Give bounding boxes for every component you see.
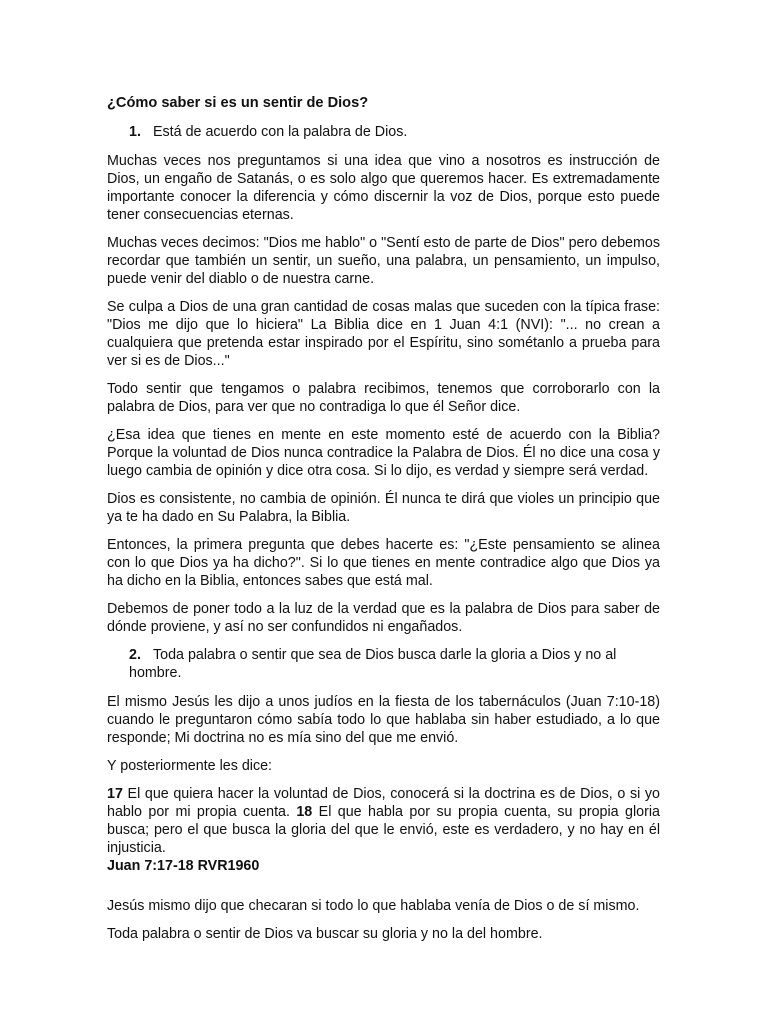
paragraph: Se culpa a Dios de una gran cantidad de cosas malas que suceden con la típica frase: "Dios me dijo que lo hiciera" La Biblia dice en 1 Juan 4:1 (NVI): "... no crean a cualquiera que pretenda estar inspirado por el Espíritu, sino sométanlo a prueba para ver si es de Dios..." — [107, 299, 660, 369]
paragraph: El mismo Jesús les dijo a unos judíos en la fiesta de los tabernáculos (Juan 7:10-18) cuando le preguntaron cómo sabía todo lo que hablaba sin haber estudiado, a lo que responde; Mi doctrina no es mía sino del que me envió. — [107, 694, 660, 746]
paragraph: Toda palabra o sentir de Dios va buscar su gloria y no la del hombre. — [107, 926, 543, 942]
scripture-reference: Juan 7:17-18 RVR1960 — [107, 858, 260, 874]
verse-text: El que habla por su propia cuenta, su propia gloria busca; pero el que busca la gloria del que le envió, este es verdadero, y no hay en él injusticia. — [107, 804, 660, 856]
verse-text: El que quiera hacer la voluntad de Dios, conocerá si la doctrina es de Dios, o si yo hablo por mi propia cuenta. — [107, 786, 660, 820]
numbered-point-1 — [107, 123, 660, 141]
paragraph: Y posteriormente les dice: — [107, 758, 273, 774]
point-text: Toda palabra o sentir que sea de Dios busca darle la gloria a Dios y no al hombre. — [129, 647, 617, 681]
paragraph: Jesús mismo dijo que checaran si todo lo que hablaba venía de Dios o de sí mismo. — [107, 898, 640, 914]
paragraph: ¿Esa idea que tienes en mente en este momento esté de acuerdo con la Biblia? Porque la voluntad de Dios nunca contradice la Palabra de Dios. Él no dice una cosa y luego cambia de opinión y dice otra cosa. Si lo dijo, es verdad y siempre será verdad. — [107, 427, 660, 479]
paragraph: Entonces, la primera pregunta que debes hacerte es: "¿Este pensamiento se alinea con lo que Dios ya ha dicho?". Si lo que tienes en mente contradice algo que Dios ya ha dicho en la Biblia, entonces sabes que está mal. — [107, 537, 660, 589]
point-number: 1. — [129, 124, 141, 140]
numbered-point-2 — [107, 646, 660, 682]
verse-number: 17 — [107, 786, 123, 802]
point-number: 2. — [129, 647, 141, 663]
verse-number: 18 — [296, 804, 313, 820]
paragraph: Muchas veces nos preguntamos si una idea que vino a nosotros es instrucción de Dios, un engaño de Satanás, o es solo algo que queremos hacer. Es extremadamente importante conocer la diferencia y cómo discernir la voz de Dios, porque esto puede tener consecuencias eternas. — [107, 153, 660, 223]
paragraph: Todo sentir que tengamos o palabra recibimos, tenemos que corroborarlo con la palabra de Dios, para ver que no contradiga lo que él Señor dice. — [107, 381, 660, 415]
paragraph: Debemos de poner todo a la luz de la verdad que es la palabra de Dios para saber de dónde proviene, y así no ser confundidos ni engañados. — [107, 601, 660, 635]
scripture-quote — [107, 785, 660, 857]
point-text: Está de acuerdo con la palabra de Dios. — [153, 124, 408, 140]
paragraph: Dios es consistente, no cambia de opinión. Él nunca te dirá que violes un principio que ya te ha dado en Su Palabra, la Biblia. — [107, 491, 660, 525]
document-title: ¿Cómo saber si es un sentir de Dios? — [107, 95, 369, 111]
paragraph: Muchas veces decimos: "Dios me hablo" o "Sentí esto de parte de Dios" pero debemos recordar que también un sentir, un sueño, una palabra, un pensamiento, un impulso, puede venir del diablo o de nuestra carne. — [107, 235, 660, 287]
